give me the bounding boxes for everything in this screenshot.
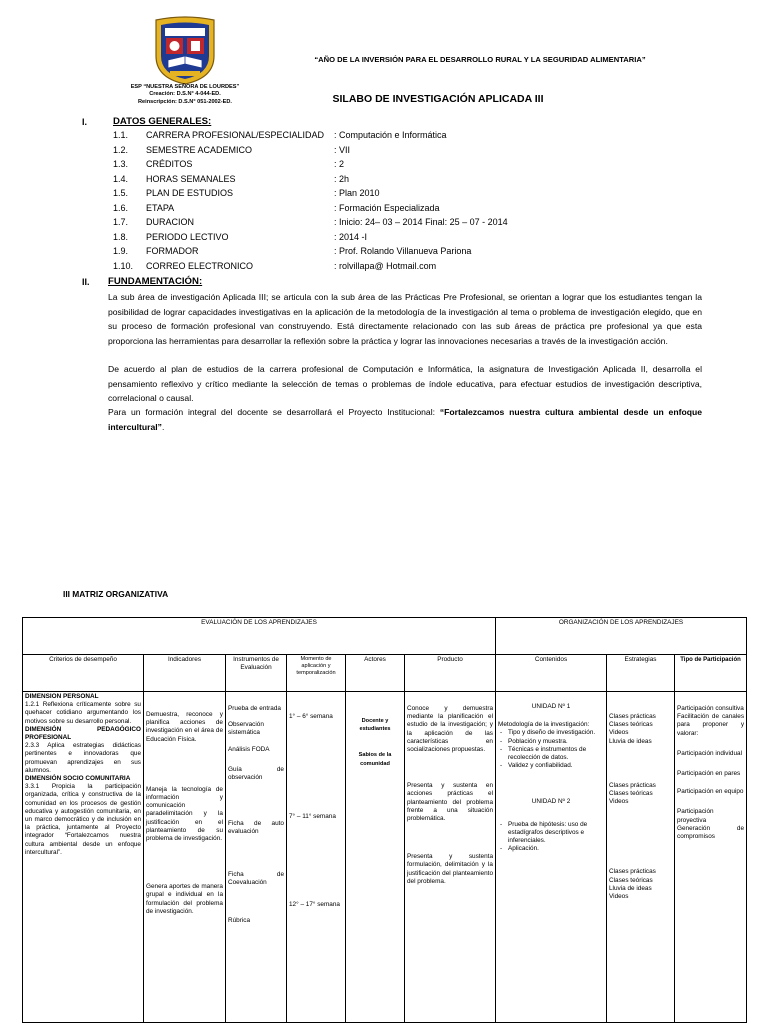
general-data-row — [0, 246, 768, 260]
dimension-pedagogico-title: DIMENSIÓN PEDAGÓGICO PROFESIONAL — [25, 725, 141, 742]
col-indicadores: Indicadores — [144, 655, 226, 692]
tipo-item: Participación individual — [677, 749, 743, 757]
contenidos-cell — [496, 692, 607, 1023]
actor-1: Docente y estudiantes — [359, 718, 391, 733]
general-data-row — [0, 217, 768, 231]
row-label: ETAPA — [146, 202, 175, 213]
estrategia-item: Videos — [609, 893, 629, 901]
row-number: 1.5. — [113, 188, 129, 198]
contenido-item: - Técnicas e instrumentos de recolección de datos. — [508, 746, 604, 762]
col-tipo: Tipo de Participación — [675, 655, 747, 692]
instrumento-6: Ficha de Coevaluación — [228, 870, 284, 886]
estrategias-group-3 — [609, 868, 672, 901]
estrategia-item: Clases prácticas — [609, 713, 656, 720]
row-number: 1.10. — [113, 260, 134, 271]
row-value: : VII — [334, 144, 351, 155]
col-instrumentos: Instrumentos de Evaluación — [226, 655, 287, 692]
estrategia-item: Videos — [609, 798, 629, 806]
unidad-2-list — [498, 821, 604, 854]
row-label: FORMADOR — [146, 246, 199, 256]
evaluation-header: EVALUACIÓN DE LOS APRENDIZAJES — [23, 618, 496, 655]
col-estrategias: Estrategias — [607, 655, 675, 692]
dimension-personal-text: 1.2.1 Reflexiona críticamente sobre su quehacer cotidiano argumentando los motivos sobre su desarrollo personal. — [25, 701, 141, 725]
school-name: ESP “NUESTRA SEÑORA DE LOURDES” — [130, 84, 240, 90]
general-data-row — [0, 130, 768, 144]
instrumento-1: Prueba de entrada — [228, 705, 281, 712]
unidad-1-intro: Metodología de la investigación: — [498, 721, 590, 729]
col-actores: Actores — [346, 655, 405, 692]
paragraph-3-end: . — [161, 421, 165, 432]
fundamentacion-paragraph-2: De acuerdo al plan de estudios de la carrera profesional de Computación e Informática, la asignatura de Investigación Aplicada II, desarrolla el pensamiento reflexivo y crítico mediante la selección de temas o problemas de índole educativa, para efectuar estudios de investigación descriptiva, correlacional o causal. — [108, 364, 702, 403]
instrumento-5: Ficha de auto evaluación — [228, 820, 284, 836]
organization-header: ORGANIZACIÓN DE LOS APRENDIZAJES — [496, 618, 747, 655]
instrumentos-cell — [226, 692, 287, 1023]
estrategia-item: Clases prácticas — [609, 781, 656, 789]
estrategia-item: Clases prácticas — [609, 868, 656, 876]
row-value: : 2 — [334, 159, 345, 169]
estrategias-group-1 — [609, 713, 672, 746]
row-value: : Prof. Rolando Villanueva Pariona — [334, 246, 472, 256]
actores-cell — [346, 692, 405, 1023]
estrategia-item: Clases teóricas — [609, 876, 653, 884]
estrategias-group-2 — [609, 782, 672, 807]
dimension-socio-title: DIMENSIÓN SOCIO COMUNITARIA — [25, 775, 131, 783]
tipo-item: Participación proyectiva — [677, 808, 714, 824]
instrumento-7: Rúbrica — [228, 917, 251, 925]
section-fundamentacion-title: FUNDAMENTACIÓN: — [108, 276, 203, 287]
contenido-item: - Aplicación. — [508, 845, 604, 853]
section-general-number: I. — [82, 117, 88, 127]
header-motto: “AÑO DE LA INVERSIÓN PARA EL DESARROLLO RURAL Y LA SEGURIDAD ALIMENTARIA” — [314, 55, 646, 64]
indicador-2: Maneja la tecnología de información y comunicación paradelimitación y la justificación en el planteamiento de su problema de investigación. — [146, 785, 223, 843]
instrumento-3: Análisis FODA — [228, 745, 270, 753]
school-creation: Creación: D.S.N° 4-044-ED. — [149, 91, 221, 98]
row-number: 1.3. — [113, 159, 129, 169]
row-value: : 2h — [334, 173, 350, 184]
organizational-matrix-table — [22, 617, 747, 1023]
row-number: 1.9. — [113, 246, 129, 256]
tipo-participacion-cell — [675, 692, 747, 1023]
actor-2: Sabios de la comunidad — [358, 752, 392, 767]
estrategia-item: Clases teóricas — [609, 721, 653, 729]
row-label: PERIODO LECTIVO — [146, 231, 229, 242]
indicador-1: Demuestra, reconoce y planifica acciones de investigación en el área de Educación Física. — [146, 711, 223, 743]
instrumento-4: Guía de observación — [228, 765, 284, 782]
col-criterios: Criterios de desempeño — [23, 655, 144, 692]
contenido-item: - Tipo y diseño de investigación. — [508, 729, 604, 737]
tipo-item: Generación de compromisos — [677, 824, 745, 841]
section-fundamentacion-number: II. — [82, 277, 90, 287]
producto-2: Presenta y sustenta en acciones prácticas el planteamiento del problema frente a una situación problemática. — [407, 782, 493, 823]
momento-1: 1° – 6° semana — [289, 713, 333, 720]
col-producto: Producto — [405, 655, 496, 692]
unidad-1-title: UNIDAD Nº 1 — [531, 703, 571, 710]
row-label: CARRERA PROFESIONAL/ESPECIALIDAD — [146, 130, 325, 140]
general-data-row — [0, 145, 768, 159]
row-value: : 2014 -I — [334, 231, 368, 242]
estrategias-cell — [607, 692, 675, 1023]
tipo-item: Facilitación de canales para proponer y valorar: — [677, 713, 745, 737]
producto-3: Presenta y sustenta formulación, delimitación y la justificación del planteamiento del problema. — [407, 853, 493, 885]
general-data-row — [0, 159, 768, 173]
tipo-item: Participación consultiva — [677, 705, 744, 712]
tipo-item: Participación en equipo — [677, 788, 744, 796]
unidad-2-title: UNIDAD Nº 2 — [531, 798, 571, 806]
contenido-item: - Prueba de hipótesis: uso de estadígrafos descriptivos e inferenciales. — [508, 821, 604, 846]
row-value: : Inicio: 24– 03 – 2014 Final: 25 – 07 - 2014 — [334, 217, 508, 227]
fundamentacion-paragraph-3 — [108, 405, 702, 434]
row-label: DURACION — [146, 217, 195, 227]
estrategia-item: Lluvia de ideas — [609, 884, 652, 892]
row-label: PLAN DE ESTUDIOS — [146, 188, 234, 198]
row-number: 1.1. — [113, 130, 129, 140]
indicador-3: Genera aportes de manera grupal e individual en la formulación del problema de investigación. — [146, 883, 223, 915]
row-label: SEMESTRE ACADEMICO — [146, 144, 253, 155]
institution-crest-logo — [148, 16, 222, 86]
row-number: 1.2. — [113, 144, 129, 155]
row-number: 1.6. — [113, 202, 129, 213]
row-value: : Computación e Informática — [334, 130, 447, 140]
estrategia-item: Lluvia de ideas — [609, 737, 652, 745]
col-contenidos: Contenidos — [496, 655, 607, 692]
general-data-row — [0, 232, 768, 246]
momento-2: 7° – 11° semana — [289, 813, 336, 821]
fundamentacion-paragraph-1: La sub área de investigación Aplicada III; se articula con la sub área de las Prácticas Pre Profesional, se orientan a lograr que los estudiantes tengan la posibilidad de lograr capacidades investigativas en la aplicación de la metodología de la investigación al tema o problema de investigación elegido, que en su proceso de formación profesional van construyendo. Está directamente relacionado con las sub áreas de práctica pre profesional ya que esta proporciona las herramientas para desarrollar la reflexión sobre la práctica y lograr las innovaciones necesarias a través de la investigación acción. — [108, 292, 702, 346]
row-value: : Formación Especializada — [334, 202, 440, 213]
row-label: CRÉDITOS — [146, 159, 193, 169]
row-number: 1.4. — [113, 173, 129, 184]
contenido-item: - Validez y confiabilidad. — [508, 762, 604, 770]
row-value: : Plan 2010 — [334, 188, 380, 198]
row-label: CORREO ELECTRONICO — [146, 260, 254, 271]
tipo-item: Participación en pares — [677, 770, 741, 778]
dimension-pedagogico-text: 2.3.3 Aplica estrategias didácticas pertinentes e innovadoras que promuevan aprendizajes en sus alumnos. — [25, 742, 141, 774]
paragraph-3-text: Para un formación integral del docente se desarrollará el Proyecto Institucional: — [108, 407, 440, 417]
row-value: : rolvillapa@ Hotmail.com — [334, 260, 437, 271]
producto-1: Conoce y demuestra mediante la planificación el estudio de la investigación; y la aplicación de las características en socializaciones propuestas. — [407, 705, 493, 754]
section-general-title: DATOS GENERALES: — [113, 116, 212, 127]
row-label: HORAS SEMANALES — [146, 173, 236, 184]
row-number: 1.8. — [113, 231, 129, 242]
dimension-personal-title: DIMENSION PERSONAL — [25, 693, 99, 700]
indicadores-cell — [144, 692, 226, 1023]
contenido-item: - Población y muestra. — [508, 738, 604, 746]
col-momento: Momento de aplicación y temporalización — [287, 655, 346, 692]
document-title: SILABO DE INVESTIGACIÓN APLICADA III — [332, 93, 544, 105]
general-data-row — [0, 174, 768, 188]
general-data-row — [0, 188, 768, 202]
instrumento-2: Observación sistemática — [228, 721, 264, 737]
matrix-title: III MATRIZ ORGANIZATIVA — [63, 589, 169, 599]
row-number: 1.7. — [113, 217, 129, 227]
project-name: “Fortalezcamos nuestra cultura ambiental desde un enfoque intercultural” — [108, 407, 702, 432]
dimension-socio-text: 3.3.1 Propicia la participación organizada, crítica y constructiva de la comunidad en los procesos de gestión educativa y autogestión comunitaria, en un marco democrático y de inclusión en la práctica, juntamente al Proyecto integrador “Fortalezcamos nuestra cultura ambiental desde un enfoque intercultural”. — [25, 783, 141, 856]
momento-3: 12° – 17° semana — [289, 901, 340, 909]
general-data-row — [0, 261, 768, 275]
unidad-1-list — [498, 729, 604, 770]
criterios-cell — [23, 692, 144, 1023]
estrategia-item: Clases teóricas — [609, 790, 653, 798]
school-reinscription: Reinscripción: D.S.N° 051-2002-ED. — [138, 98, 232, 105]
general-data-row — [0, 203, 768, 217]
estrategia-item: Videos — [609, 729, 629, 737]
momento-cell — [287, 692, 346, 1023]
producto-cell — [405, 692, 496, 1023]
